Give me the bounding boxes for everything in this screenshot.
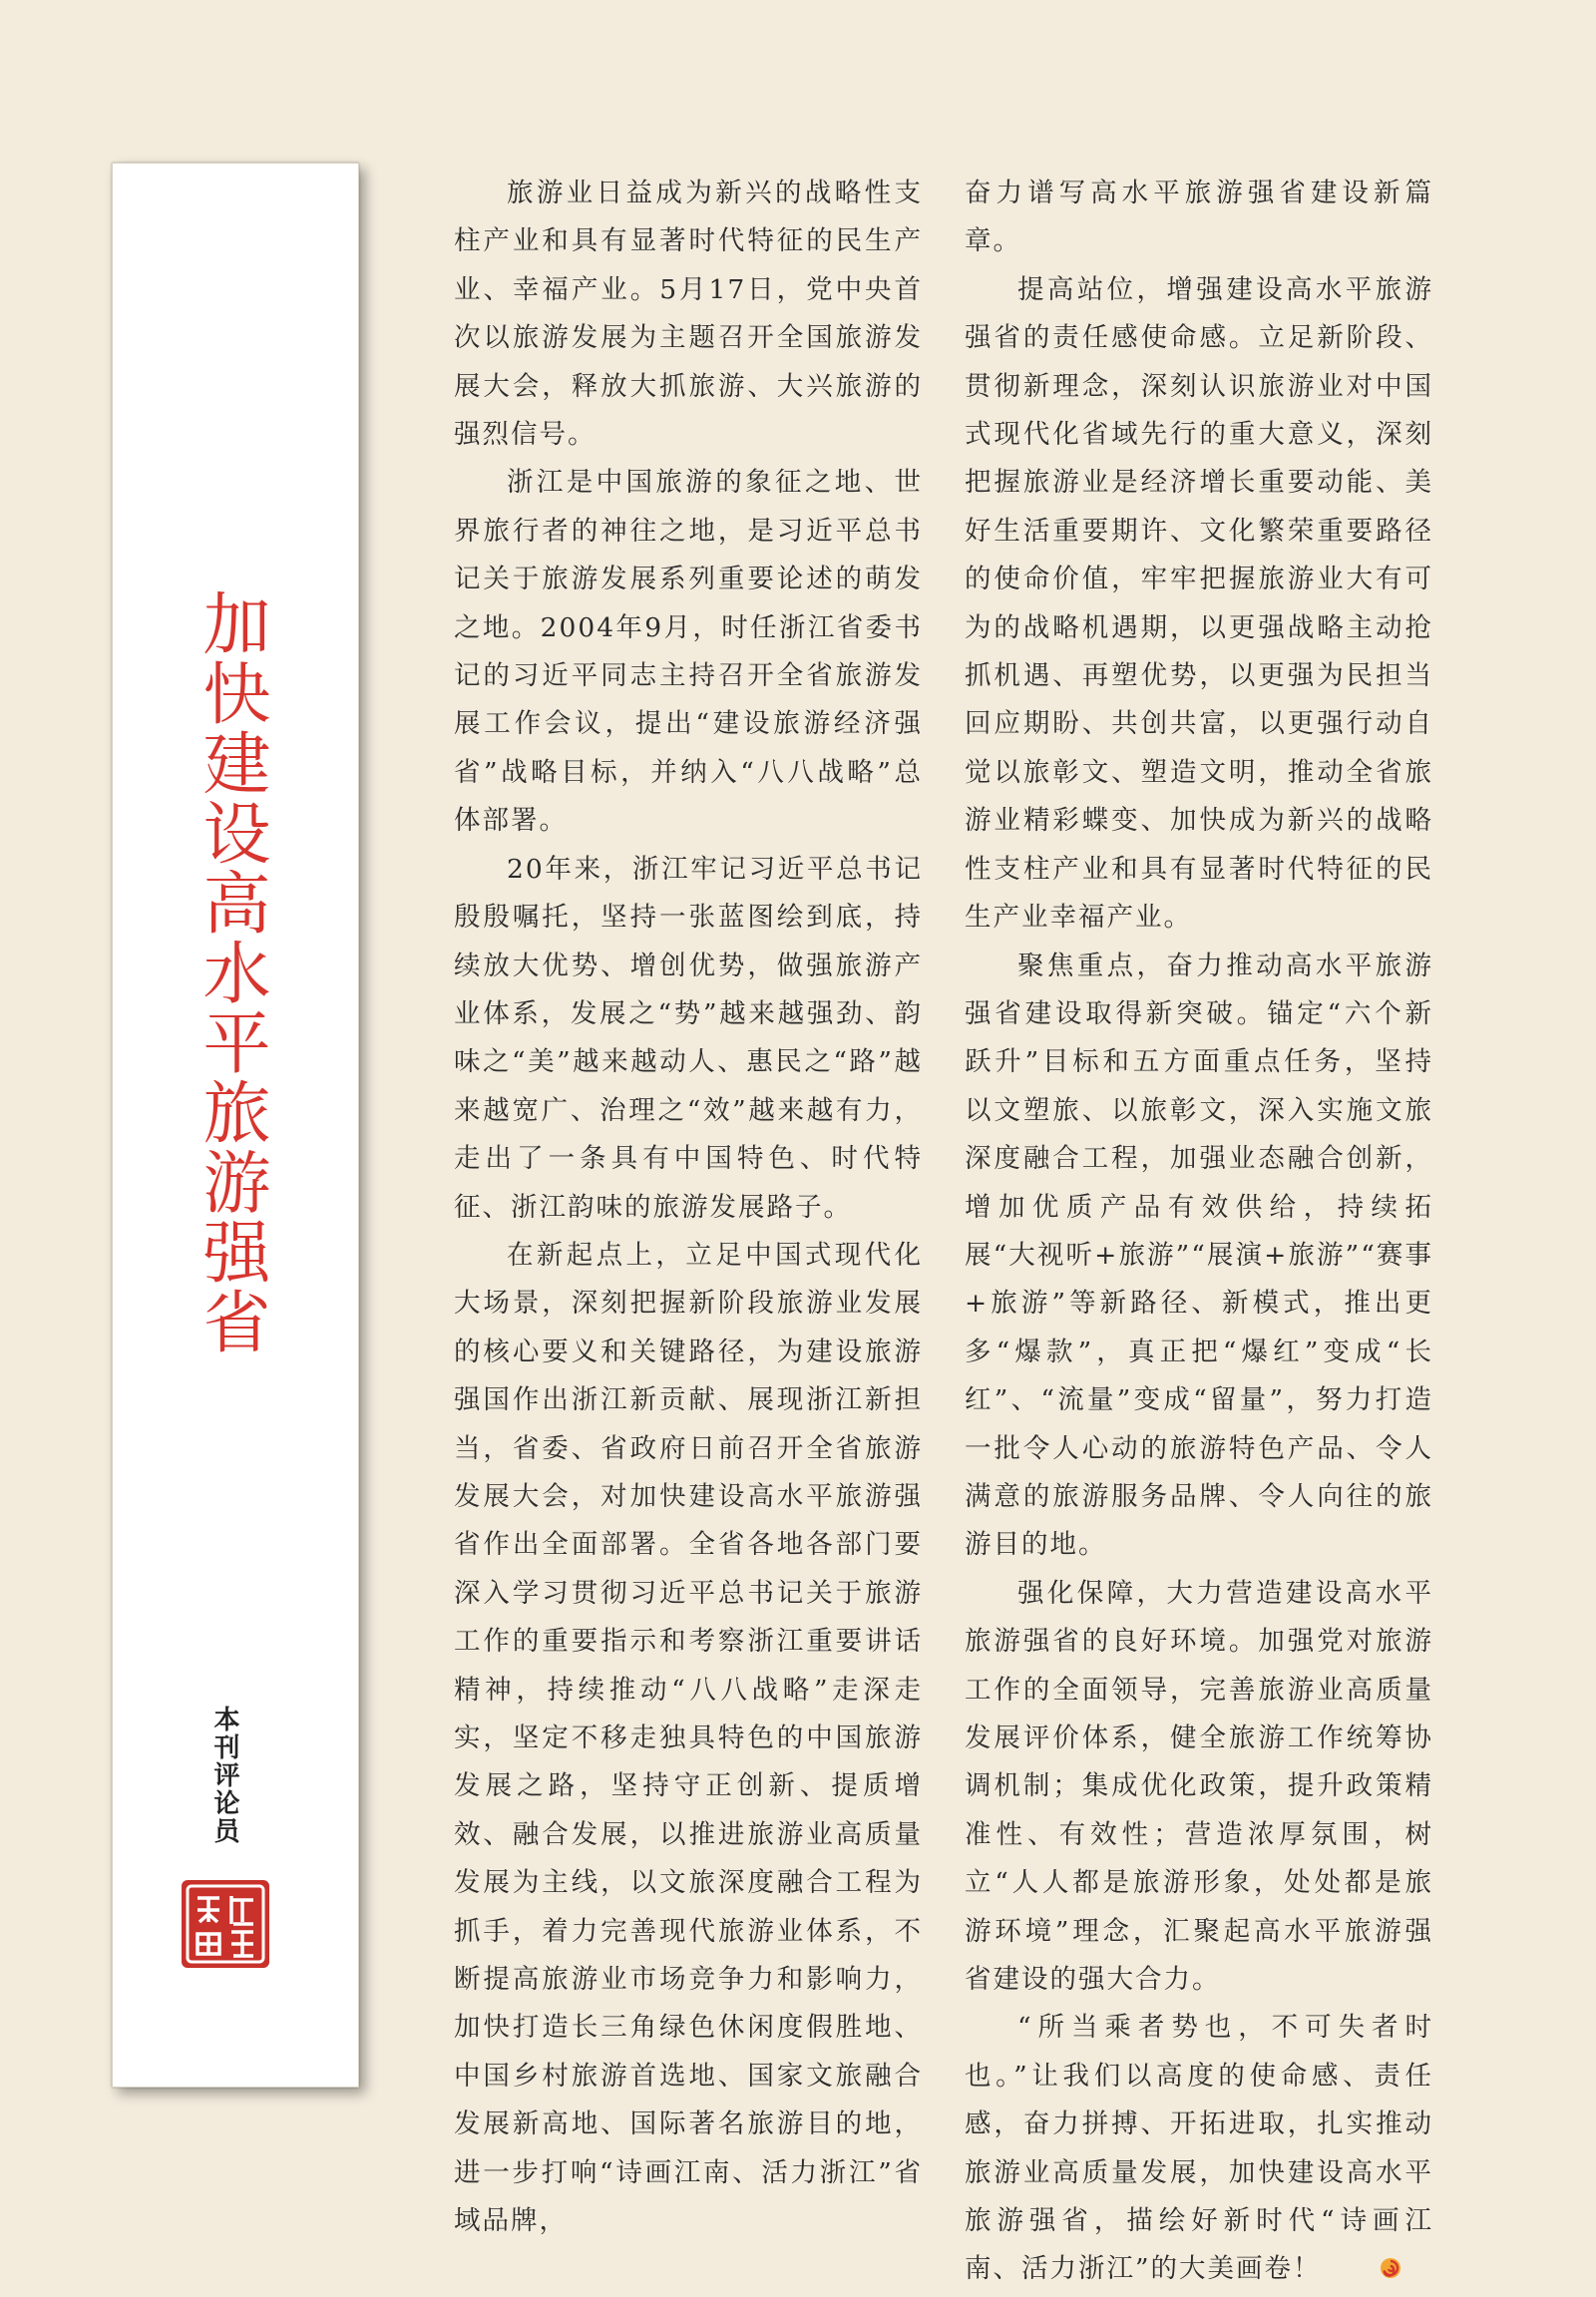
right-column bbox=[965, 170, 1433, 2294]
left-column bbox=[454, 170, 923, 2245]
spiral-end-mark-icon bbox=[1326, 2248, 1350, 2272]
article-title: 加快建设高水平旅游强省 bbox=[192, 588, 270, 1356]
paragraph-continuation: 奋力谱写高水平旅游强省建设新篇章。 bbox=[965, 178, 1433, 257]
paragraph: 浙江是中国旅游的象征之地、世界旅行者的神往之地，是习近平总书记关于旅游发展系列重要论述的萌发之地。2004年9月，时任浙江省委书记的习近平同志主持召开全省旅游发展工作会议，提出“建设旅游经济强省”战略目标，并纳入“八八战略”总体部署。 bbox=[454, 467, 923, 837]
paragraph: 旅游业日益成为新兴的战略性支柱产业和具有显著时代特征的民生产业、幸福产业。5月17日，党中央首次以旅游发展为主题召开全国旅游发展大会，释放大抓旅游、大兴旅游的强烈信号。 bbox=[454, 178, 923, 451]
paragraph: 聚焦重点，奋力推动高水平旅游强省建设取得新突破。锚定“六个新跃升”目标和五方面重点任务，坚持以文塑旅、以旅彰文，深入实施文旅深度融合工程，加强业态融合创新，增加优质产品有效供给，持续拓展“大视听+旅游”“展演+旅游”“赛事+旅游”等新路径、新模式，推出更多“爆款”，真正把“爆红”变成“长红”、“流量”变成“留量”，努力打造一批令人心动的旅游特色产品、令人满意的旅游服务品牌、令人向往的旅游目的地。 bbox=[965, 950, 1433, 1561]
paragraph: 提高站位，增强建设高水平旅游强省的责任感使命感。立足新阶段、贯彻新理念，深刻认识旅游业对中国式现代化省域先行的重大意义，深刻把握旅游业是经济增长重要动能、美好生活重要期许、文化繁荣重要路径的使命价值，牢牢把握旅游业大有可为的战略机遇期，以更强战略主动抢抓机遇、再塑优势，以更强为民担当回应期盼、共创共富，以更强行动自觉以旅彰文、塑造文明，推动全省旅游业精彩蝶变、加快成为新兴的战略性支柱产业和具有显著时代特征的民生产业幸福产业。 bbox=[965, 273, 1433, 934]
byline: 本刊评论员 bbox=[209, 1706, 239, 1845]
red-seal-stamp bbox=[182, 1880, 269, 1968]
paragraph-final bbox=[965, 2004, 1433, 2293]
paragraph: 强化保障，大力营造建设高水平旅游强省的良好环境。加强党对旅游工作的全面领导，完善旅游业高质量发展评价体系，健全旅游工作统筹协调机制；集成优化政策，提升政策精准性、有效性；营造浓厚氛围，树立“人人都是旅游形象，处处都是旅游环境”理念，汇聚起高水平旅游强省建设的强大合力。 bbox=[965, 1577, 1433, 1996]
seal-glyph-icon bbox=[182, 1880, 269, 1968]
paragraph: 20年来，浙江牢记习近平总书记殷殷嘱托，坚持一张蓝图绘到底，持续放大优势、增创优势，做强旅游产业体系，发展之“势”越来越强劲、韵味之“美”越来越动人、惠民之“路”越来越宽广、治理之“效”越来越有力，走出了一条具有中国特色、时代特征、浙江韵味的旅游发展路子。 bbox=[454, 853, 923, 1223]
paragraph-final-text: “所当乘者势也，不可失者时也。”让我们以高度的使命感、责任感，奋力拼搏、开拓进取，扎实推动旅游业高质量发展，加快建设高水平旅游强省，描绘好新时代“诗画江南、活力浙江”的大美画卷！ bbox=[965, 2012, 1433, 2285]
paragraph: 在新起点上，立足中国式现代化大场景，深刻把握新阶段旅游业发展的核心要义和关键路径，为建设旅游强国作出浙江新贡献、展现浙江新担当，省委、省政府日前召开全省旅游发展大会，对加快建设高水平旅游强省作出全面部署。全省各地各部门要深入学习贯彻习近平总书记关于旅游工作的重要指示和考察浙江重要讲话精神，持续推动“八八战略”走深走实，坚定不移走独具特色的中国旅游发展之路，坚持守正创新、提质增效、融合发展，以推进旅游业高质量发展为主线，以文旅深度融合工程为抓手，着力完善现代旅游业体系，不断提高旅游业市场竞争力和影响力，加快打造长三角绿色休闲度假胜地、中国乡村旅游首选地、国家文旅融合发展新高地、国际著名旅游目的地，进一步打响“诗画江南、活力浙江”省域品牌， bbox=[454, 1239, 923, 2237]
